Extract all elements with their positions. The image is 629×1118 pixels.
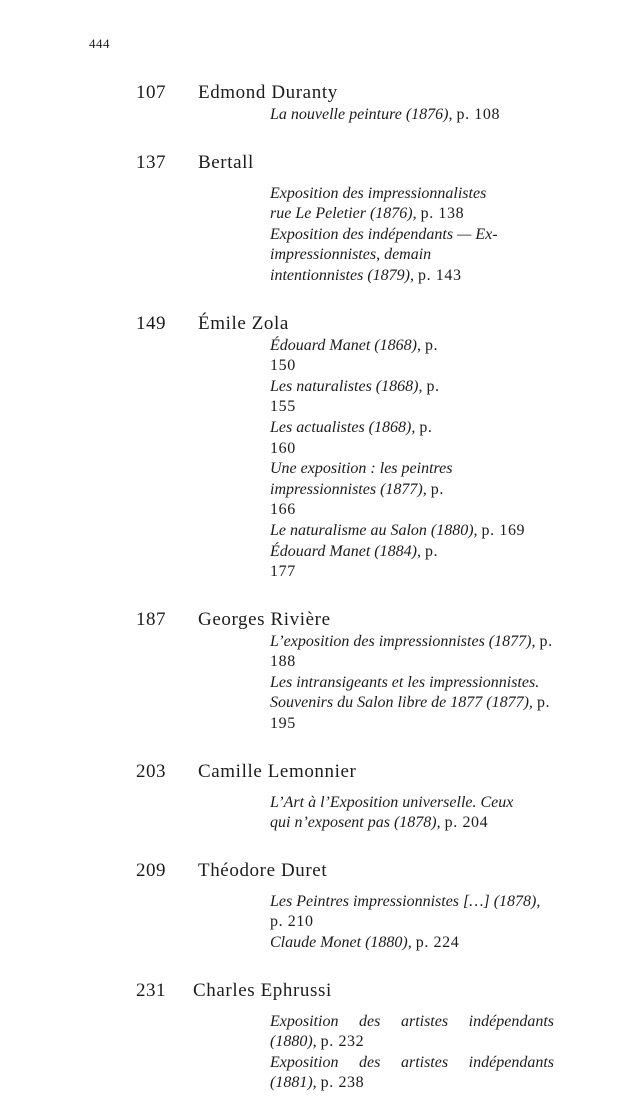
work-item: [270, 1012, 554, 1053]
work-item: [270, 1053, 554, 1094]
work-title: Les Peintres impressionnistes […] (1878),: [270, 892, 541, 910]
work-item: [270, 933, 554, 954]
table-of-contents: [0, 80, 629, 1118]
work-page: p. 177: [270, 542, 439, 581]
entry-author: Charles Ephrussi: [193, 979, 332, 1001]
entry-start-page: 209: [136, 859, 166, 881]
work-title: Les naturalistes (1868),: [270, 377, 423, 395]
entry-author: Georges Rivière: [198, 608, 331, 630]
toc-entry-zola: [0, 311, 629, 583]
entry-works: [270, 892, 554, 954]
work-title: Exposition des artistes indépendants (1881),: [270, 1053, 554, 1092]
entry-start-page: 231: [136, 979, 166, 1001]
entry-start-page: 107: [136, 82, 166, 103]
work-page: p. 160: [270, 418, 433, 457]
work-item: [270, 377, 460, 418]
work-item: [270, 418, 460, 459]
work-item: [270, 105, 554, 126]
work-item: [270, 459, 460, 521]
work-title: Les actualistes (1868),: [270, 418, 416, 436]
work-page: p. 150: [270, 336, 439, 375]
work-page: p. 143: [417, 266, 462, 284]
work-page: p. 238: [320, 1074, 365, 1092]
work-page: p. 155: [270, 377, 440, 416]
work-title: La nouvelle peinture (1876),: [270, 106, 453, 123]
entry-works: [270, 1012, 554, 1094]
work-item: [270, 521, 526, 542]
work-title: Exposition des impressionnalistes rue Le Peletier (1876),: [270, 184, 487, 223]
entry-works: [270, 336, 526, 583]
work-page: p. 138: [420, 205, 465, 223]
toc-entry-duranty: [0, 80, 629, 126]
work-title: Une exposition : les peintres impressionnistes (1877),: [270, 460, 453, 498]
work-item: [270, 336, 460, 377]
work-item: [270, 225, 506, 287]
work-page: p. 232: [320, 1033, 365, 1051]
work-item: [270, 632, 554, 673]
entry-author: Camille Lemonnier: [198, 760, 357, 782]
entry-works: [270, 793, 536, 834]
toc-entry-lemonnier: [0, 759, 629, 834]
entry-works: [270, 184, 506, 287]
work-title: Les intransigeants et les impressionnistes. Souvenirs du Salon libre de 1877 (1877),: [270, 673, 540, 712]
work-page: p. 108: [456, 106, 501, 123]
work-title: Édouard Manet (1868),: [270, 336, 421, 354]
entry-start-page: 149: [136, 312, 166, 334]
toc-entry-riviere: [0, 607, 629, 735]
work-page: p. 195: [270, 694, 551, 733]
work-item: [270, 793, 536, 834]
entry-author: Théodore Duret: [198, 859, 328, 881]
work-page: p. 169: [481, 521, 526, 539]
work-item: [270, 673, 554, 735]
entry-works: [270, 105, 554, 126]
toc-entry-duret: [0, 858, 629, 954]
work-title: Exposition des artistes indépendants (1880),: [270, 1012, 554, 1051]
work-page: p. 224: [415, 934, 460, 952]
entry-author: Edmond Duranty: [198, 82, 338, 103]
entry-author: Émile Zola: [198, 312, 289, 334]
work-title: Le naturalisme au Salon (1880),: [270, 521, 478, 539]
toc-entry-bertall: [0, 150, 629, 287]
work-item: [270, 892, 554, 933]
work-title: L’Art à l’Exposition universelle. Ceux qui n’exposent pas (1878),: [270, 793, 514, 832]
entry-works: [270, 632, 554, 735]
toc-entry-ephrussi: [0, 978, 629, 1094]
entry-start-page: 203: [136, 760, 166, 782]
work-title: Exposition des indépendants — Ex-impressionnistes, demain intentionnistes (1879),: [270, 225, 498, 284]
work-page: p. 210: [270, 913, 314, 931]
work-item: [270, 542, 460, 583]
work-title: L’exposition des impressionnistes (1877),: [270, 632, 536, 650]
work-page: p. 188: [270, 632, 553, 671]
work-item: [270, 184, 506, 225]
entry-author: Bertall: [198, 151, 254, 173]
work-title: Claude Monet (1880),: [270, 934, 412, 952]
work-page: p. 166: [270, 480, 444, 519]
entry-start-page: 137: [136, 151, 166, 173]
work-page: p. 204: [444, 814, 489, 832]
page-number: 444: [89, 36, 110, 51]
entry-start-page: 187: [136, 608, 166, 630]
work-title: Édouard Manet (1884),: [270, 542, 421, 560]
